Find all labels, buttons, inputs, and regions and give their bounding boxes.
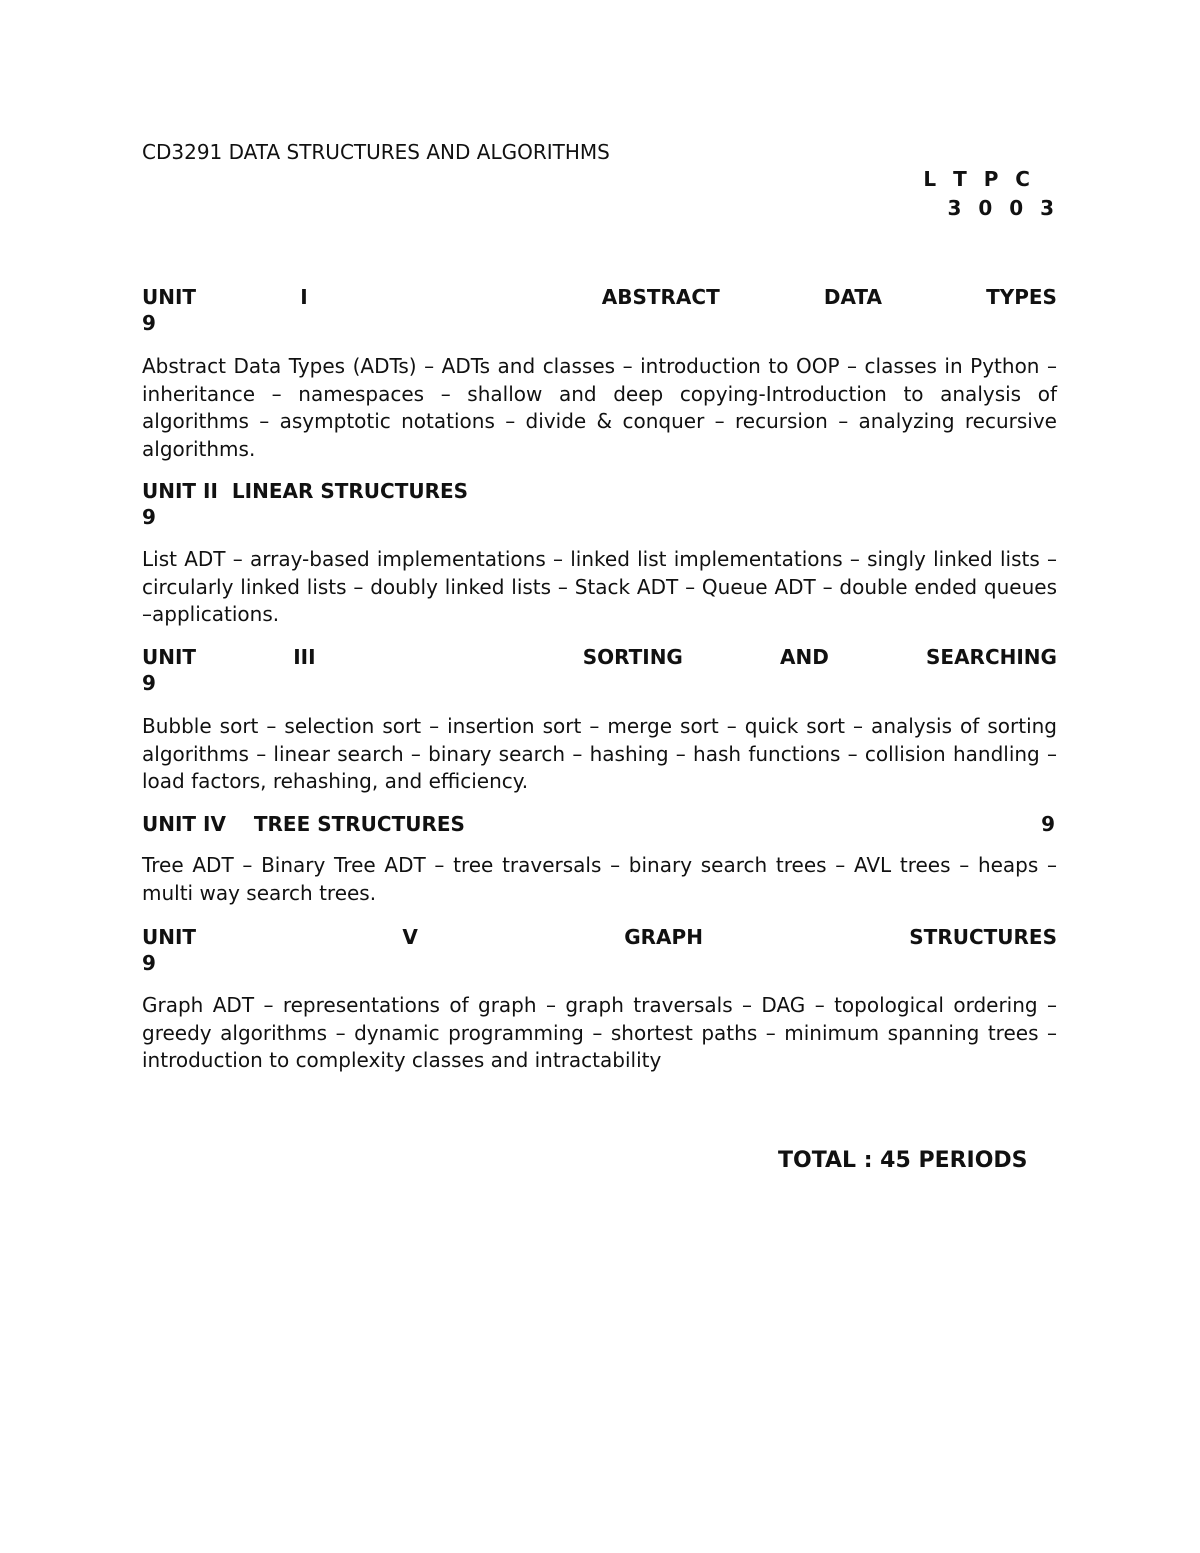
unit-4-content: Tree ADT – Binary Tree ADT – tree traversals – binary search trees – AVL trees – heaps – multi way search trees. (142, 853, 1057, 905)
unit-5-word: GRAPH (624, 925, 703, 949)
ltpc-values: 3 0 0 3 (947, 196, 1059, 220)
unit-4-heading (142, 811, 1057, 837)
unit-5-word: UNIT (142, 925, 197, 949)
unit-1-word: ABSTRACT (601, 285, 720, 309)
unit-3-word: III (293, 645, 316, 669)
unit-2-heading (142, 478, 1057, 530)
unit-1-word: TYPES (986, 285, 1057, 309)
unit-1-hours: 9 (142, 311, 156, 335)
unit-2-hours: 9 (142, 505, 156, 529)
unit-1-word: I (300, 285, 308, 309)
syllabus-page (142, 0, 1057, 1553)
unit-4-label: UNIT IV (142, 812, 226, 836)
unit-2-label: UNIT II (142, 479, 218, 503)
ltpc-header: L T P C (923, 167, 1035, 191)
unit-3-word: AND (780, 645, 829, 669)
unit-5-word: STRUCTURES (909, 925, 1057, 949)
unit-3-word: SORTING (582, 645, 683, 669)
unit-2-content: List ADT – array-based implementations – linked list implementations – singly linked lists –circularly linked lists – doubly linked lists – Stack ADT – Queue ADT – double ended queues –applications. (142, 547, 1057, 626)
unit-3-heading (142, 644, 1057, 696)
unit-5-heading (142, 924, 1057, 976)
unit-3-word: SEARCHING (926, 645, 1057, 669)
unit-3-word: UNIT (142, 645, 197, 669)
unit-1-word: DATA (823, 285, 882, 309)
unit-3-content: Bubble sort – selection sort – insertion sort – merge sort – quick sort – analysis of sorting algorithms – linear search – binary search – hashing – hash functions – collision handling – load factors, rehashing, and efficiency. (142, 714, 1057, 793)
unit-5-hours: 9 (142, 951, 156, 975)
unit-5-content: Graph ADT – representations of graph – graph traversals – DAG – topological ordering – greedy algorithms – dynamic programming – shortest paths – minimum spanning trees – introduction to complexity classes and intractability (142, 993, 1057, 1072)
unit-1-heading (142, 284, 1057, 336)
unit-1-word: UNIT (142, 285, 197, 309)
total-periods: TOTAL : 45 PERIODS (778, 1148, 1028, 1173)
unit-4-hours: 9 (1041, 812, 1055, 836)
unit-5-word: V (402, 925, 418, 949)
unit-3-hours: 9 (142, 671, 156, 695)
unit-2-name: LINEAR STRUCTURES (231, 479, 469, 503)
unit-4-name: TREE STRUCTURES (253, 812, 465, 836)
course-title: CD3291 DATA STRUCTURES AND ALGORITHMS (142, 140, 610, 164)
unit-1-content: Abstract Data Types (ADTs) – ADTs and classes – introduction to OOP – classes in Python –inheritance – namespaces – shallow and deep copying-Introduction to analysis of algorithms – asymptotic notations – divide & conquer – recursion – analyzing recursive algorithms. (142, 354, 1057, 461)
